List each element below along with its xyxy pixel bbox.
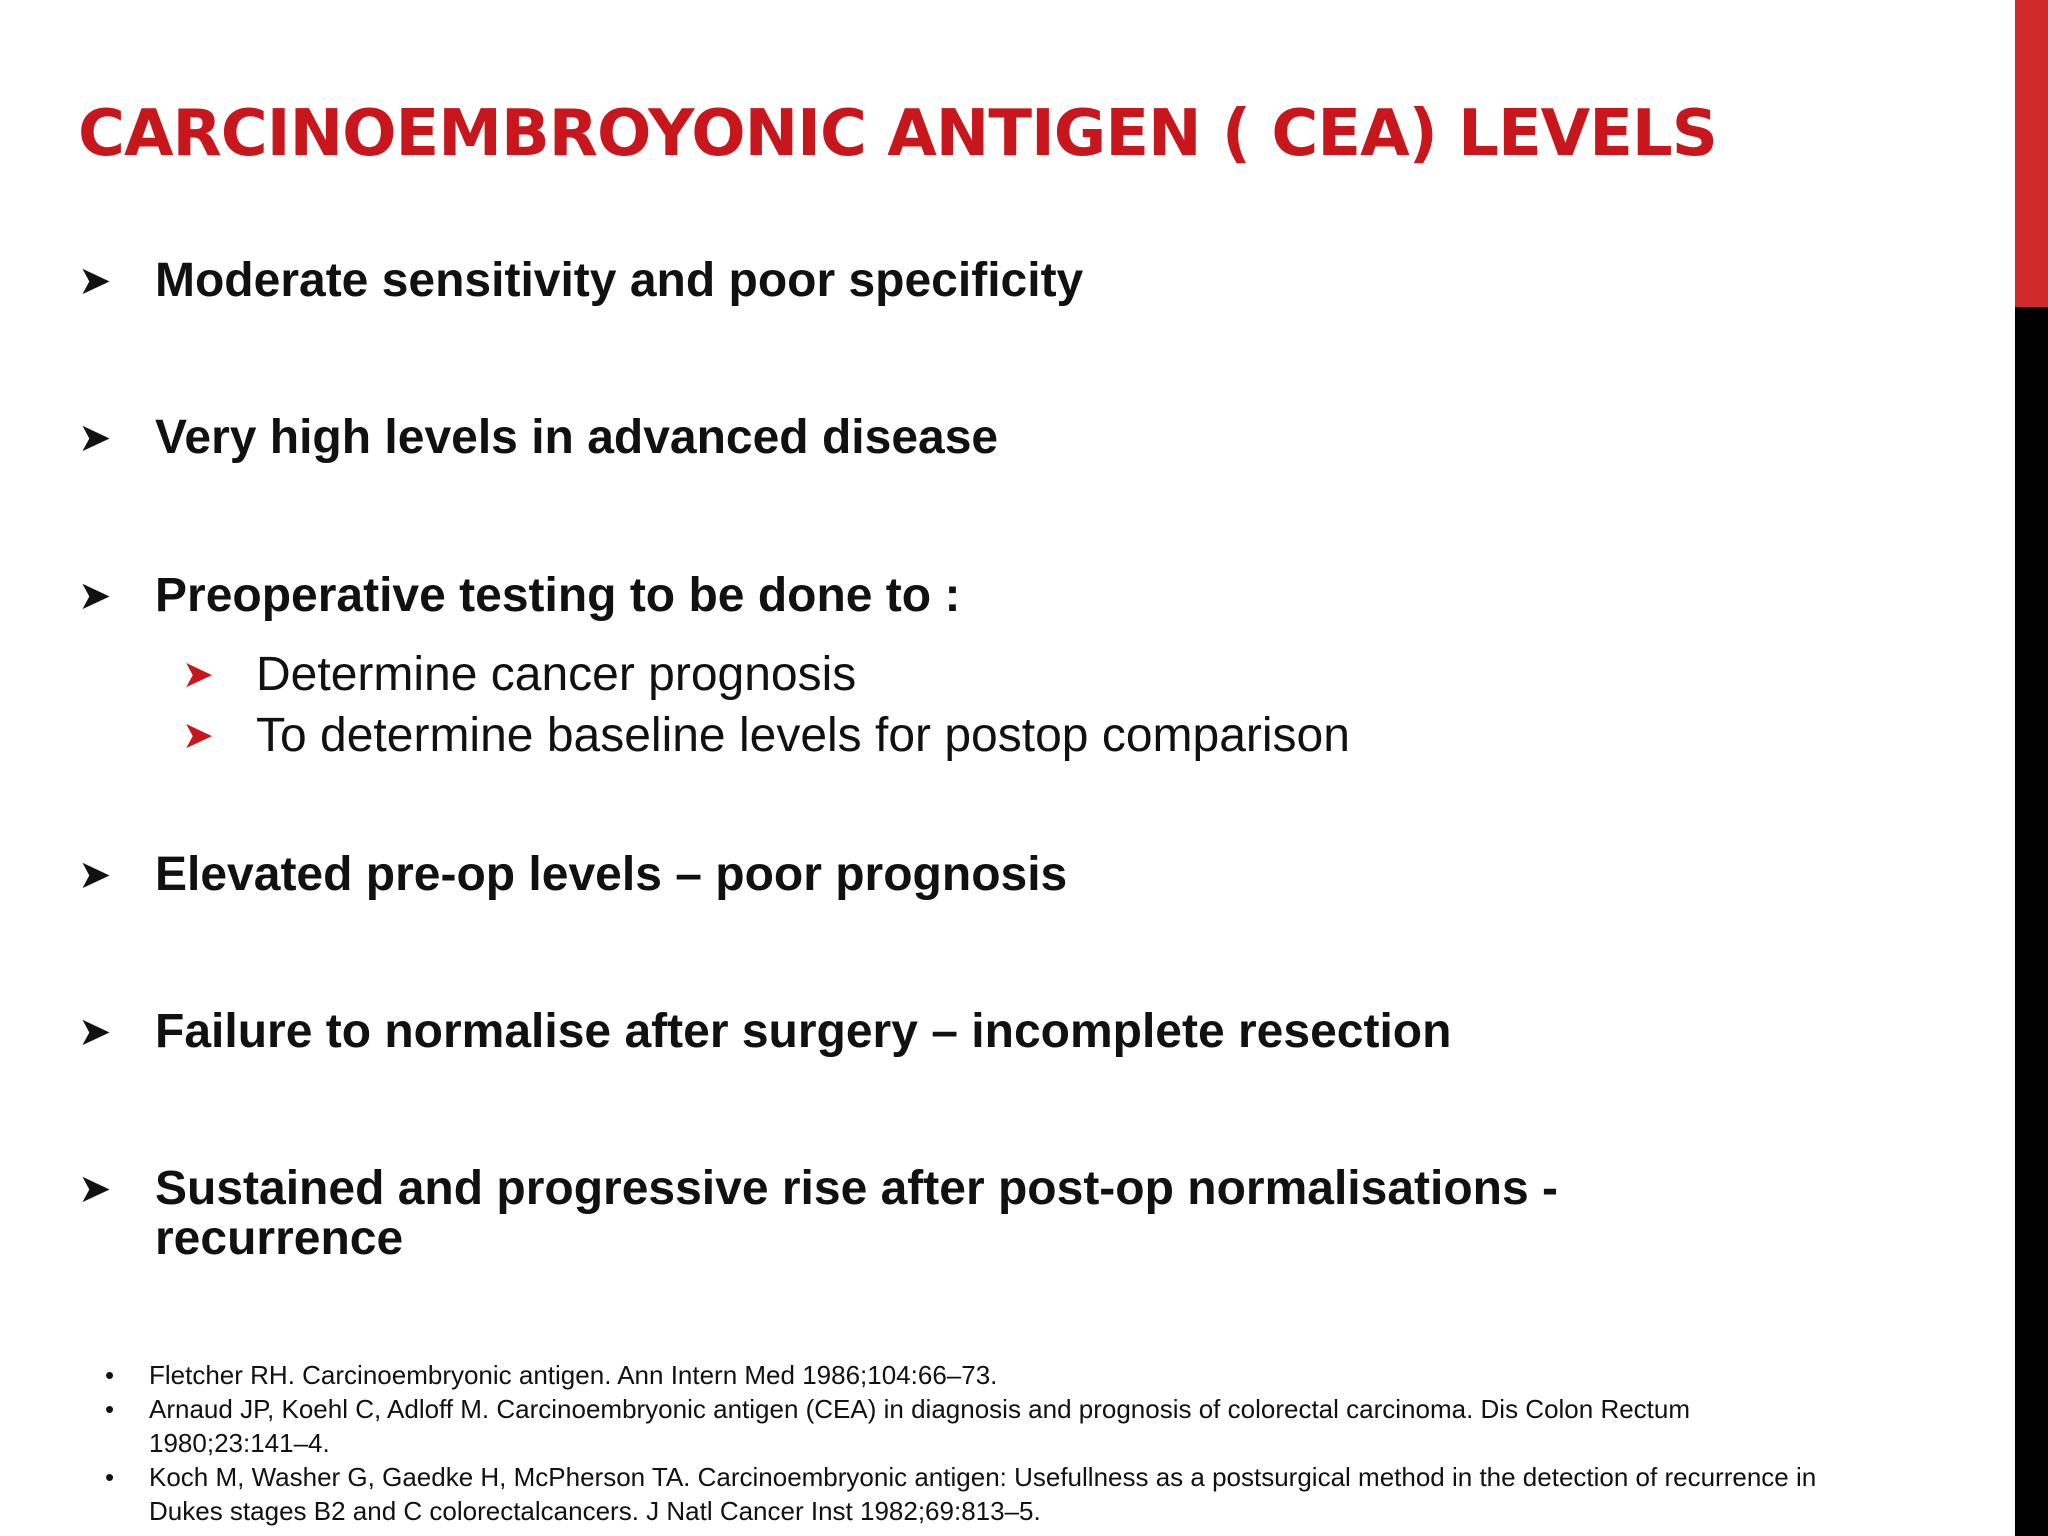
bullet-text: Very high levels in advanced disease: [155, 411, 999, 464]
reference-text: Fletcher RH. Carcinoembryonic antigen. Ann Intern Med 1986;104:66–73.: [149, 1360, 998, 1390]
bullet-text: Failure to normalise after surgery – incomplete resection: [155, 1005, 1452, 1058]
arrow-bullet-icon: ➤: [78, 1010, 112, 1054]
sub-bullet-text: Determine cancer prognosis: [256, 648, 857, 701]
bullet-dot-icon: •: [105, 1360, 115, 1390]
bullet-text: Preoperative testing to be done to :: [155, 569, 961, 622]
sub-bullet-item: [182, 706, 1350, 766]
side-accent-bar-black: [2015, 307, 2048, 1536]
arrow-bullet-icon: ➤: [78, 853, 112, 897]
arrow-bullet-icon: ➤: [78, 1167, 112, 1211]
sub-bullet-text: To determine baseline levels for postop comparison: [256, 709, 1350, 762]
reference-item: [105, 1358, 1825, 1392]
slide-title: CARCINOEMBROYONIC ANTIGEN ( CEA) LEVELS: [78, 97, 1717, 171]
bullet-text: Moderate sensitivity and poor specificity: [155, 254, 1084, 307]
bullet-item: [78, 413, 1678, 463]
bullet-text: Sustained and progressive rise after post-op normalisations -: [155, 1162, 1558, 1215]
bullet-item: [78, 256, 1678, 306]
sub-bullet-item: [182, 645, 856, 705]
arrow-bullet-icon: ➤: [182, 654, 214, 696]
reference-item: [105, 1392, 1825, 1460]
side-accent-bar-red: [2015, 0, 2048, 307]
bullet-item: [78, 1007, 1678, 1057]
reference-text: Koch M, Washer G, Gaedke H, McPherson TA. Carcinoembryonic antigen: Usefullness as a postsurgical method in the detection of recurrence in Dukes stages B2 and C colorectalcancers. J Natl Cancer Inst 1982;69:813–5.: [149, 1462, 1817, 1526]
reference-item: [105, 1460, 1825, 1528]
arrow-bullet-icon: ➤: [78, 416, 112, 460]
bullet-dot-icon: •: [105, 1394, 115, 1424]
bullet-dot-icon: •: [105, 1462, 115, 1492]
bullet-text: Elevated pre-op levels – poor prognosis: [155, 848, 1068, 901]
arrow-bullet-icon: ➤: [78, 574, 112, 618]
bullet-item: [78, 850, 1678, 900]
arrow-bullet-icon: ➤: [78, 259, 112, 303]
bullet-item: [78, 1164, 1678, 1264]
bullet-text-block: [155, 1164, 1558, 1264]
reference-text: Arnaud JP, Koehl C, Adloff M. Carcinoembryonic antigen (CEA) in diagnosis and prognosis of colorectal carcinoma. Dis Colon Rectum 1980;23:141–4.: [149, 1394, 1691, 1458]
reference-list: [105, 1358, 1825, 1528]
arrow-bullet-icon: ➤: [182, 715, 214, 757]
bullet-item: [78, 571, 1678, 621]
bullet-text-continuation: recurrence: [155, 1212, 404, 1265]
